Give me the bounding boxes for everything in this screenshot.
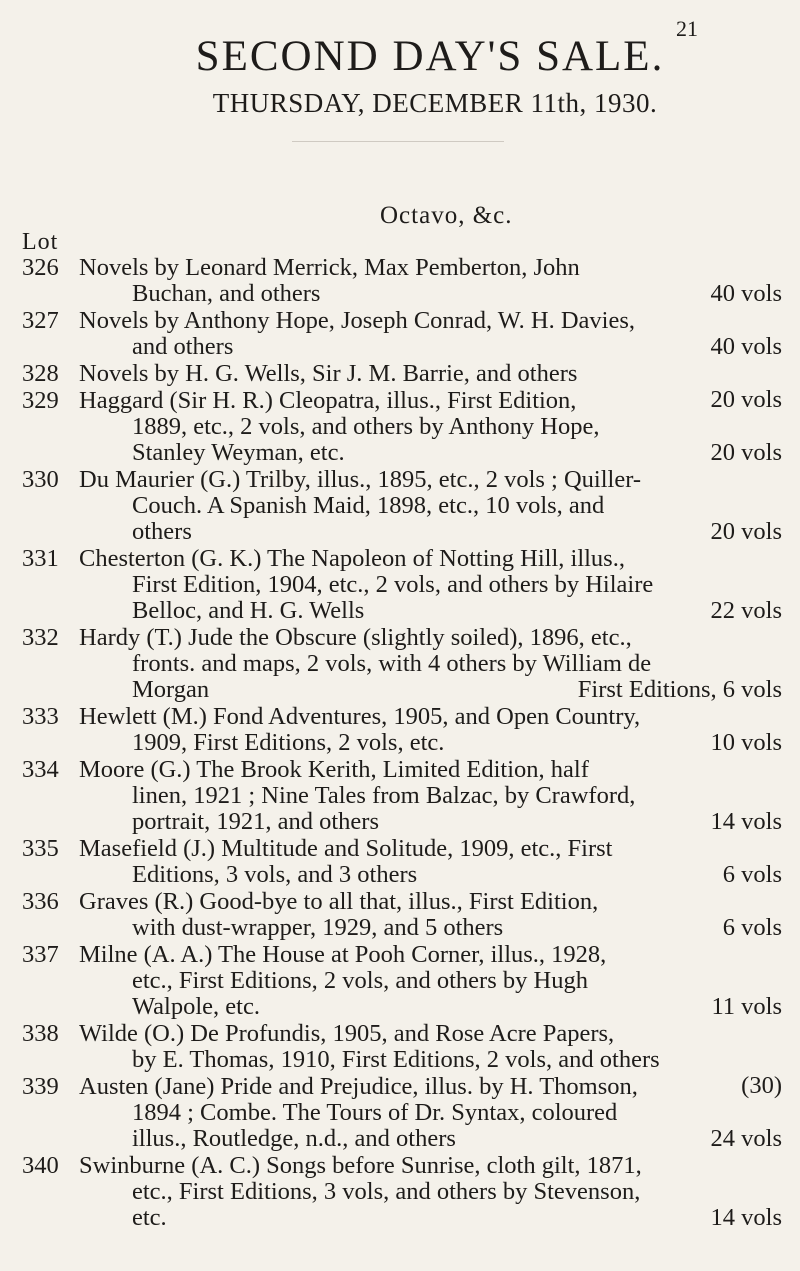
lot-entry: [22, 388, 782, 466]
lot-description: [79, 308, 782, 360]
title-rule: [292, 141, 504, 142]
lot-description: [79, 255, 782, 307]
lot-number: 328: [22, 360, 59, 387]
lot-line: etc., First Editions, 2 vols, and others by Hugh: [132, 967, 588, 994]
lot-line: Novels by Anthony Hope, Joseph Conrad, W. H. Davies,: [79, 307, 635, 334]
lot-number: 340: [22, 1152, 59, 1179]
lot-number: 333: [22, 703, 59, 730]
lot-line: 1894 ; Combe. The Tours of Dr. Syntax, coloured: [132, 1099, 618, 1126]
lot-line: Buchan, and others 40 vols: [132, 280, 782, 307]
lot-number: 329: [22, 387, 59, 414]
lot-description: [79, 836, 782, 888]
lot-line: Wilde (O.) De Profundis, 1905, and Rose Acre Papers,: [79, 1020, 615, 1047]
lot-line: linen, 1921 ; Nine Tales from Balzac, by Crawford,: [132, 782, 636, 809]
lot-volumes: 24 vols: [710, 1125, 782, 1152]
lot-line: Hardy (T.) Jude the Obscure (slightly soiled), 1896, etc.,: [79, 624, 632, 651]
lot-volumes: 6 vols: [722, 914, 782, 941]
lot-entry: [22, 889, 782, 941]
lot-volumes: 40 vols: [710, 333, 782, 360]
lot-line: Du Maurier (G.) Trilby, illus., 1895, etc., 2 vols ; Quiller-: [79, 466, 642, 493]
lot-number: 335: [22, 835, 59, 862]
lot-description: [79, 942, 782, 1020]
sale-title: SECOND DAY'S SALE.: [195, 33, 665, 80]
lot-volumes: First Editions, 6 vols: [577, 676, 782, 703]
lot-entry: [22, 836, 782, 888]
section-heading: Octavo, &c.: [380, 202, 513, 229]
lot-line: etc., First Editions, 3 vols, and others by Stevenson,: [132, 1178, 641, 1205]
lot-line: Editions, 3 vols, and 3 others 6 vols: [132, 861, 782, 888]
lot-volumes: 40 vols: [710, 280, 782, 307]
lot-description: [79, 467, 782, 545]
lot-volumes: 10 vols: [710, 729, 782, 756]
lot-line: First Edition, 1904, etc., 2 vols, and others by Hilaire: [132, 571, 654, 598]
lot-number: 331: [22, 545, 59, 572]
lot-line: others 20 vols: [132, 518, 782, 545]
lot-line: etc. 14 vols: [132, 1204, 782, 1231]
lot-volumes: 20 vols: [710, 386, 782, 413]
lot-volumes: 11 vols: [711, 993, 782, 1020]
lot-line: Belloc, and H. G. Wells 22 vols: [132, 597, 782, 624]
lot-column-header: Lot: [22, 229, 59, 255]
lot-line: portrait, 1921, and others 14 vols: [132, 808, 782, 835]
sale-date: THURSDAY, DECEMBER 11th, 1930.: [212, 88, 658, 118]
lot-description: [79, 388, 782, 466]
lot-line: and others 40 vols: [132, 333, 782, 360]
lot-volumes: 22 vols: [710, 597, 782, 624]
lot-line: illus., Routledge, n.d., and others 24 vols: [132, 1125, 782, 1152]
lot-line: Novels by Leonard Merrick, Max Pemberton, John: [79, 254, 580, 281]
lot-line: 1909, First Editions, 2 vols, etc. 10 vols: [132, 729, 782, 756]
lot-volumes: (30): [741, 1072, 782, 1099]
lot-line: Hewlett (M.) Fond Adventures, 1905, and Open Country,: [79, 703, 641, 730]
lot-line: Novels by H. G. Wells, Sir J. M. Barrie, and others: [79, 360, 578, 387]
lot-description: [79, 1074, 782, 1152]
lot-volumes: 14 vols: [710, 808, 782, 835]
lot-entry: [22, 704, 782, 756]
lot-line: fronts. and maps, 2 vols, with 4 others by William de: [132, 650, 652, 677]
lot-line: Moore (G.) The Brook Kerith, Limited Edition, half: [79, 756, 589, 783]
lot-list: [22, 255, 782, 1232]
lot-entry: [22, 1074, 782, 1152]
lot-line: Austen (Jane) Pride and Prejudice, illus. by H. Thomson,: [79, 1073, 638, 1100]
lot-line: Stanley Weyman, etc. 20 vols: [132, 439, 782, 466]
lot-line: 1889, etc., 2 vols, and others by Anthony Hope,: [132, 413, 600, 440]
lot-entry: [22, 625, 782, 703]
lot-volumes: 14 vols: [710, 1204, 782, 1231]
lot-entry: [22, 467, 782, 545]
lot-line: Masefield (J.) Multitude and Solitude, 1909, etc., First: [79, 835, 613, 862]
lot-line: Couch. A Spanish Maid, 1898, etc., 10 vols, and: [132, 492, 605, 519]
lot-number: 336: [22, 888, 59, 915]
lot-entry: [22, 546, 782, 624]
lot-number: 338: [22, 1020, 59, 1047]
lot-line: by E. Thomas, 1910, First Editions, 2 vols, and others: [132, 1046, 660, 1073]
lot-number: 339: [22, 1073, 59, 1100]
lot-entry: [22, 308, 782, 360]
lot-volumes: 20 vols: [710, 439, 782, 466]
lot-entry: [22, 255, 782, 307]
lot-volumes: 6 vols: [722, 861, 782, 888]
lot-description: [79, 625, 782, 703]
lot-line: Walpole, etc. 11 vols: [132, 993, 782, 1020]
lot-description: [79, 704, 782, 756]
lot-description: [79, 757, 782, 835]
lot-line: with dust-wrapper, 1929, and 5 others 6 vols: [132, 914, 782, 941]
lot-volumes: 20 vols: [710, 518, 782, 545]
lot-line: Swinburne (A. C.) Songs before Sunrise, cloth gilt, 1871,: [79, 1152, 642, 1179]
lot-number: 326: [22, 254, 59, 281]
lot-entry: [22, 942, 782, 1020]
lot-number: 332: [22, 624, 59, 651]
lot-number: 330: [22, 466, 59, 493]
lot-number: 334: [22, 756, 59, 783]
lot-number: 337: [22, 941, 59, 968]
lot-line: Chesterton (G. K.) The Napoleon of Notting Hill, illus.,: [79, 545, 625, 572]
lot-entry: [22, 1153, 782, 1231]
lot-number: 327: [22, 307, 59, 334]
lot-description: [79, 889, 782, 941]
lot-line: Morgan First Editions, 6 vols: [132, 676, 782, 703]
lot-description: [79, 546, 782, 624]
lot-entry: [22, 757, 782, 835]
lot-line: Graves (R.) Good-bye to all that, illus., First Edition,: [79, 888, 599, 915]
page-number: 21: [676, 16, 698, 41]
lot-description: [79, 1153, 782, 1231]
lot-line: Milne (A. A.) The House at Pooh Corner, illus., 1928,: [79, 941, 607, 968]
lot-line: Haggard (Sir H. R.) Cleopatra, illus., First Edition,: [79, 387, 577, 414]
